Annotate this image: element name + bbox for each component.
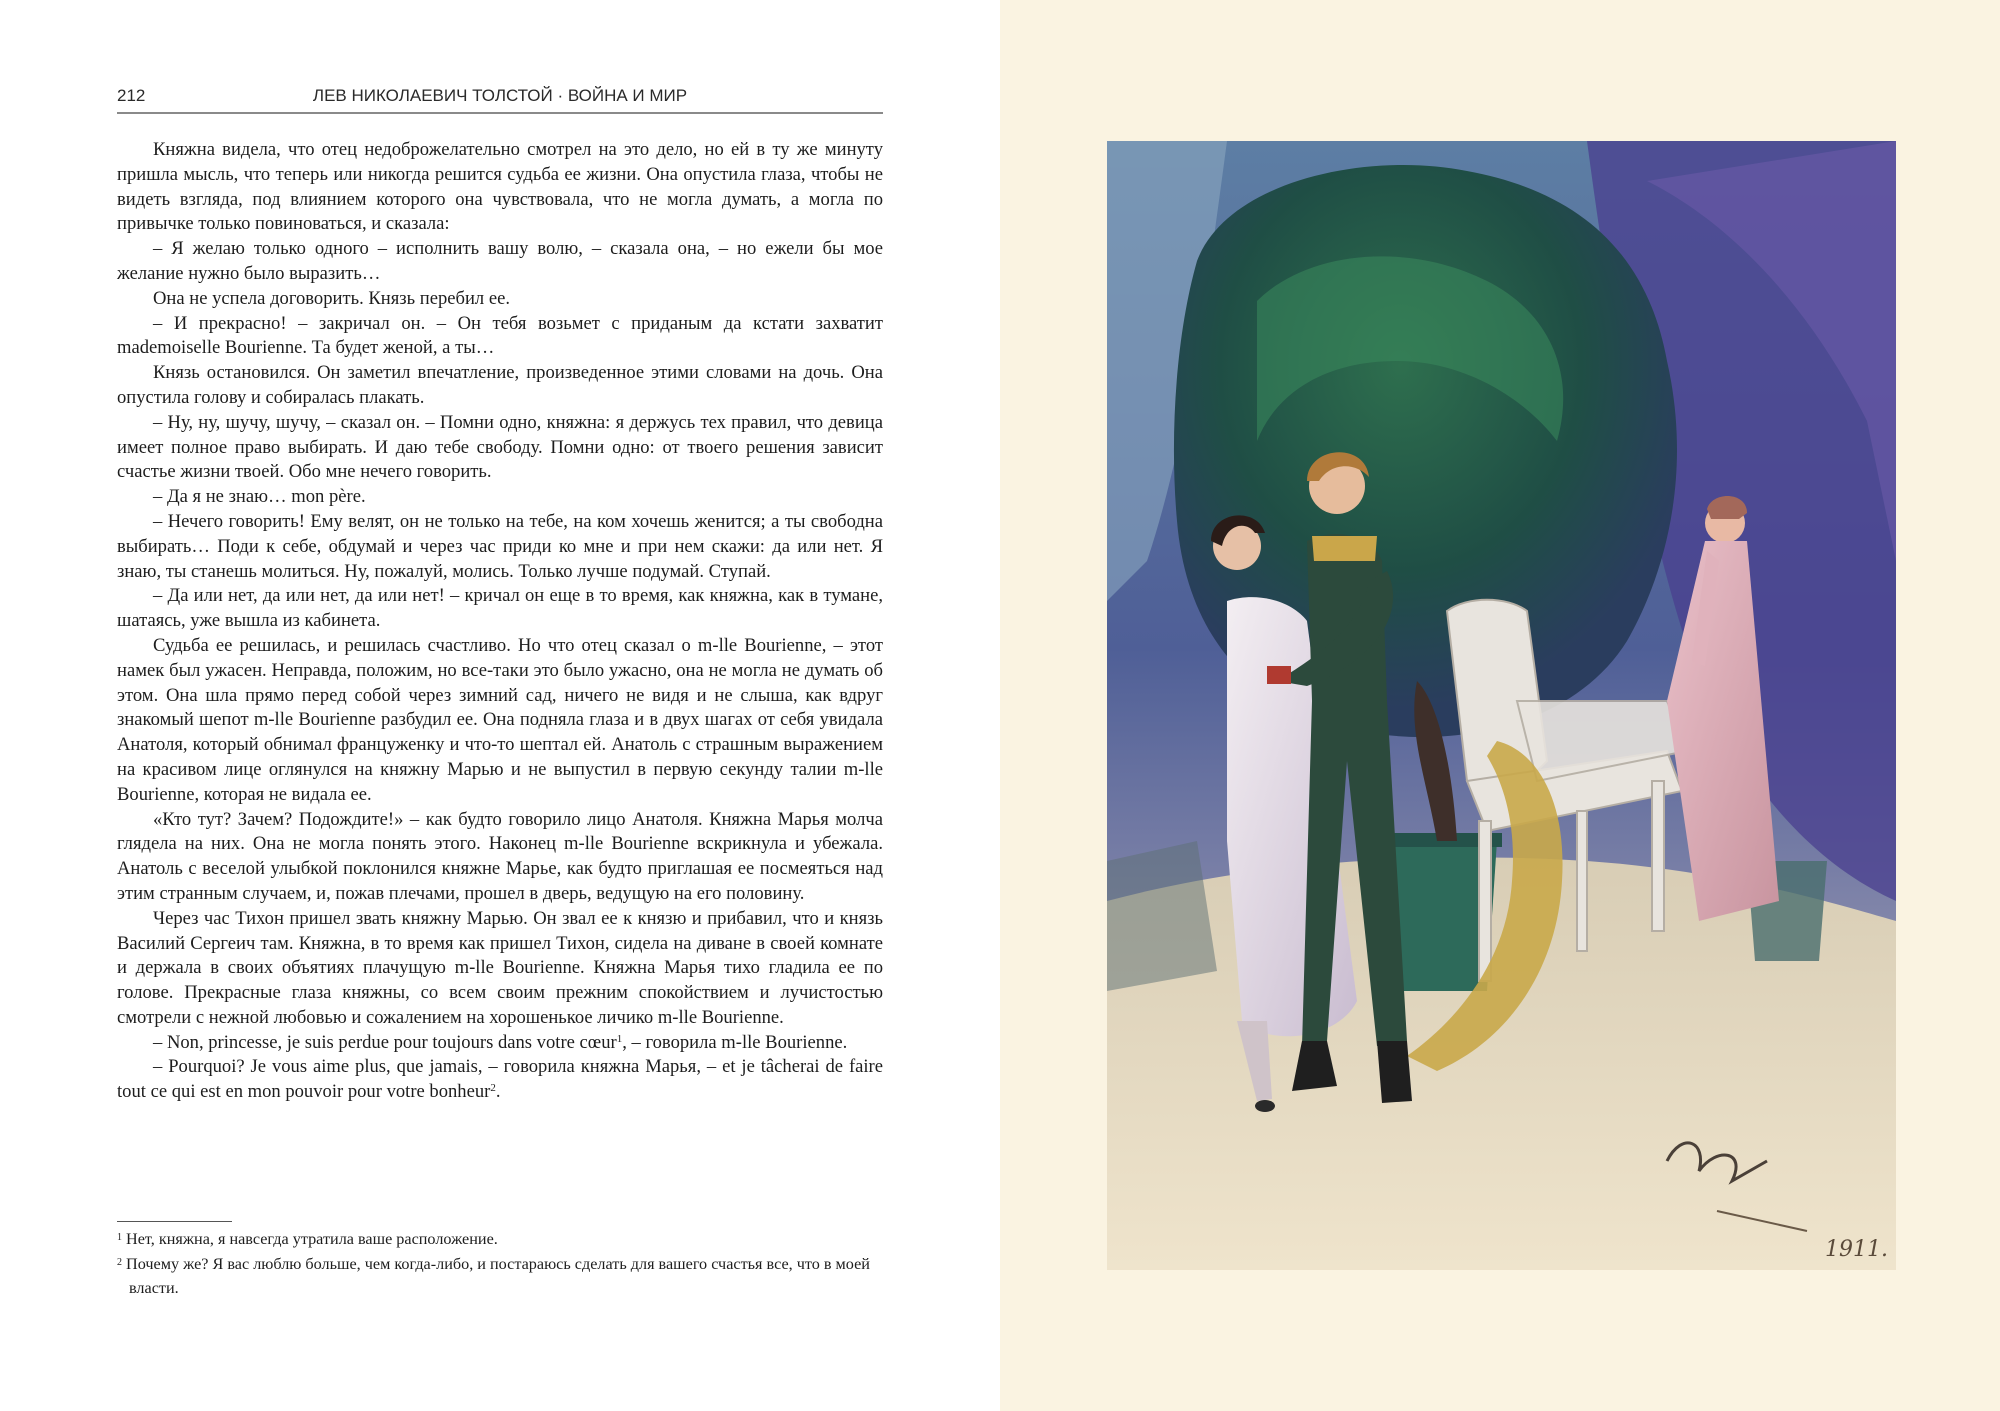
paragraph: Князь остановился. Он заметил впечатление, произведенное этими словами на дочь. Она опустила голову и собиралась плакать. xyxy=(117,362,883,408)
page-number: 212 xyxy=(117,86,146,105)
paragraph: «Кто тут? Зачем? Подождите!» – как будто говорило лицо Анатоля. Княжна Марья молча глядела на них. Она не могла понять этого. Наконец m-lle Bourienne вскрикнула и убежала. Анатоль с веселой улыбкой поклонился княжне Марье, как будто приглашая ее посмеяться над этим странным случаем, и, пожав плечами, прошел в дверь, ведущую на его половину. xyxy=(117,808,883,904)
paragraph: – Нечего говорить! Ему велят, он не только на тебе, на ком хочешь женится; а ты свободна выбирать… Поди к себе, обдумай и через час приди ко мне и при нем скажи: да или нет. Я знаю, ты станешь молиться. Ну, пожалуй, молись. Только лучше подумай. Ступай. xyxy=(117,510,883,582)
footnote-text: Почему же? Я вас люблю больше, чем когда-либо, и постараюсь сделать для вашего счастья все, что в моей власти. xyxy=(126,1254,870,1297)
paragraph: – И прекрасно! – закричал он. – Он тебя возьмет с приданым да кстати захватит mademoiselle Bourienne. Та будет женой, а ты… xyxy=(117,312,883,359)
paragraph: Судьба ее решилась, и решилась счастливо. Но что отец сказал о m-lle Bourienne, – этот намек был ужасен. Неправда, положим, но все-таки это было ужасно, она не могла не думать об этом. Она шла прямо перед собой через зимний сад, ничего не видя и не слыша, как вдруг знакомый шепот m-lle Bourienne разбудил ее. Она подняла глаза и в двух шагах от себя увидала Анатоля, который обнимал француженку и что-то шептал ей. Анатоль с страшным выражением на красивом лице оглянулся на княжну Марью и не выпустил в первую секунду талии m-lle Bourienne, которая не видала ее. xyxy=(117,634,883,805)
illustration-plate xyxy=(1107,141,1896,1270)
paragraph: – Я желаю только одного – исполнить вашу волю, – сказала она, – но ежели бы мое желание нужно было выразить… xyxy=(117,238,883,284)
footnote xyxy=(117,1252,883,1301)
running-head xyxy=(117,82,883,114)
paragraph: Через час Тихон пришел звать княжну Марью. Он звал ее к князю и прибавил, что и князь Василий Сергеич там. Княжна, в то время как пришел Тихон, сидела на диване в своей комнате и держала в своих объятиях плачущую m-lle Bourienne. Княжна Марья тихо гладила ее по голове. Прекрасные глаза княжны, со всем своим прежним спокойствием и лучистостью смотрели с нежной любовью и сожалением на хорошенькое личико m-lle Bourienne. xyxy=(117,907,883,1028)
footnotes xyxy=(117,1227,883,1301)
footnote-mark[interactable]: 2 xyxy=(490,1082,496,1095)
footnote-number: 2 xyxy=(117,1256,122,1268)
illustration-garden-scene xyxy=(1107,141,1896,1270)
paragraph-french-1 xyxy=(117,1031,883,1056)
french-tail: . xyxy=(495,1081,501,1103)
french-tail: , – говорила m-lle Bourienne. xyxy=(622,1031,848,1053)
paragraph: – Да или нет, да или нет, да или нет! – кричал он еще в то время, как княжна, как в тумане, шатаясь, уже вышла из кабинета. xyxy=(117,585,883,632)
right-page xyxy=(1000,0,2000,1411)
footnote-number: 1 xyxy=(117,1232,122,1243)
footnote-text: Нет, княжна, я навсегда утратила ваше расположение. xyxy=(126,1230,498,1248)
paragraph: Она не успела договорить. Князь перебил ее. xyxy=(153,287,511,309)
footnote xyxy=(117,1227,883,1252)
body-text xyxy=(117,138,883,1105)
footnote-divider xyxy=(117,1221,232,1222)
book-title: ЛЕВ НИКОЛАЕВИЧ ТОЛСТОЙ · ВОЙНА И МИР xyxy=(312,86,688,105)
paragraph-french-2 xyxy=(117,1055,883,1105)
signature-year: 1911. xyxy=(1825,1237,1888,1262)
paragraph: Княжна видела, что отец недоброжелательно смотрел на это дело, но ей в ту же минуту пришла мысль, что теперь или никогда решится судьба ее жизни. Она опустила глаза, чтобы не видеть взгляда, под влиянием которого она чувствовала, что не могла думать, а могла по привычке только повиноваться, и сказала: xyxy=(117,139,883,235)
french-text: – Pourquoi? Je vous aime plus, que jamais, – говорила княжна Марья, – et je tâcherai de faire tout ce qui est en mon pouvoir pour votre bonheur xyxy=(117,1056,883,1103)
paragraph: – Да я не знаю… mon père. xyxy=(153,486,366,508)
french-text: – Non, princesse, je suis perdue pour toujours dans votre cœur xyxy=(153,1031,617,1053)
paragraph: – Ну, ну, шучу, шучу, – сказал он. – Помни одно, княжна: я держусь тех правил, что девица имеет полное право выбирать. И даю тебе свободу. Помни одно: от твоего решения зависит счастье жизни твоей. Обо мне нечего говорить. xyxy=(117,411,883,483)
footnote-mark[interactable]: 1 xyxy=(616,1032,623,1045)
